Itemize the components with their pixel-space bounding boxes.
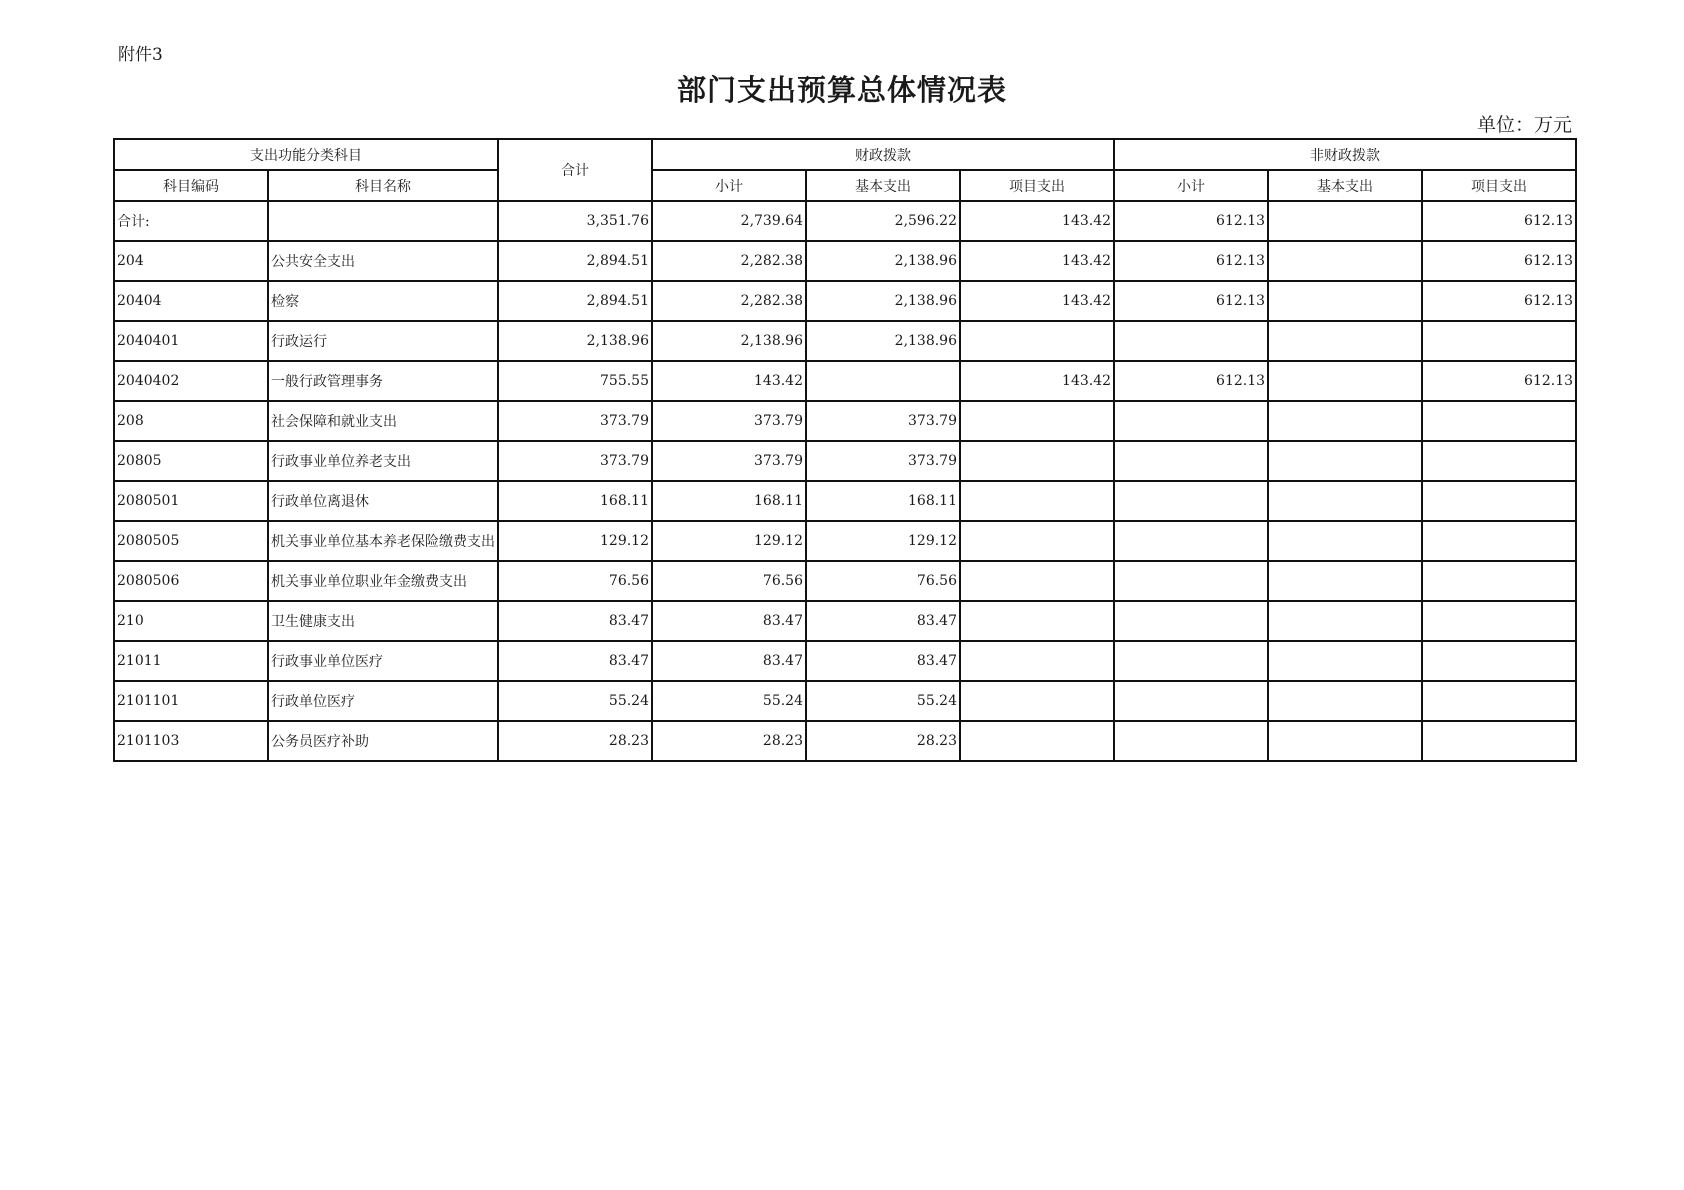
table-row [114,401,1576,441]
header-name: 科目名称 [268,170,498,201]
header-fiscal-project: 项目支出 [960,170,1114,201]
cell-nonfiscal-subtotal [1114,481,1268,521]
cell-fiscal-basic: 373.79 [806,441,960,481]
cell-nonfiscal-basic [1268,521,1422,561]
cell-code: 2101103 [114,721,268,761]
table-row [114,641,1576,681]
cell-fiscal-project [960,721,1114,761]
cell-nonfiscal-subtotal [1114,721,1268,761]
cell-nonfiscal-subtotal: 612.13 [1114,281,1268,321]
cell-name: 公共安全支出 [268,241,498,281]
cell-nonfiscal-basic [1268,561,1422,601]
cell-fiscal-project: 143.42 [960,361,1114,401]
cell-fiscal-basic: 28.23 [806,721,960,761]
cell-fiscal-project [960,441,1114,481]
cell-fiscal-basic: 373.79 [806,401,960,441]
table-row [114,281,1576,321]
cell-nonfiscal-subtotal [1114,441,1268,481]
cell-fiscal-basic: 2,138.96 [806,321,960,361]
cell-fiscal-project [960,601,1114,641]
table-row [114,521,1576,561]
table-row [114,361,1576,401]
table-row [114,481,1576,521]
cell-fiscal-project [960,521,1114,561]
cell-nonfiscal-subtotal: 612.13 [1114,361,1268,401]
cell-nonfiscal-subtotal [1114,601,1268,641]
cell-fiscal-project: 143.42 [960,281,1114,321]
cell-nonfiscal-basic [1268,601,1422,641]
cell-nonfiscal-basic [1268,721,1422,761]
table-row [114,681,1576,721]
cell-fiscal-subtotal: 2,282.38 [652,241,806,281]
cell-fiscal-subtotal: 28.23 [652,721,806,761]
header-fiscal-basic: 基本支出 [806,170,960,201]
cell-fiscal-basic: 2,138.96 [806,281,960,321]
budget-table [113,138,1577,762]
cell-nonfiscal-project [1422,641,1576,681]
cell-fiscal-subtotal: 2,282.38 [652,281,806,321]
cell-nonfiscal-basic [1268,201,1422,241]
cell-total: 55.24 [498,681,652,721]
cell-nonfiscal-project [1422,721,1576,761]
cell-fiscal-subtotal: 129.12 [652,521,806,561]
cell-nonfiscal-project: 612.13 [1422,361,1576,401]
cell-nonfiscal-project [1422,441,1576,481]
cell-nonfiscal-subtotal [1114,521,1268,561]
cell-total: 373.79 [498,441,652,481]
cell-fiscal-project [960,681,1114,721]
cell-fiscal-basic [806,361,960,401]
cell-name: 行政事业单位医疗 [268,641,498,681]
cell-nonfiscal-project: 612.13 [1422,281,1576,321]
cell-code: 2080505 [114,521,268,561]
cell-fiscal-basic: 76.56 [806,561,960,601]
cell-total: 373.79 [498,401,652,441]
cell-code: 2080501 [114,481,268,521]
cell-nonfiscal-subtotal [1114,641,1268,681]
cell-total: 129.12 [498,521,652,561]
cell-name [268,201,498,241]
cell-total: 83.47 [498,641,652,681]
cell-code: 21011 [114,641,268,681]
cell-nonfiscal-basic [1268,401,1422,441]
cell-nonfiscal-project [1422,401,1576,441]
header-nonfiscal-basic: 基本支出 [1268,170,1422,201]
cell-fiscal-basic: 129.12 [806,521,960,561]
header-nonfiscal-subtotal: 小计 [1114,170,1268,201]
cell-fiscal-subtotal: 143.42 [652,361,806,401]
cell-fiscal-subtotal: 2,739.64 [652,201,806,241]
cell-nonfiscal-basic [1268,481,1422,521]
cell-fiscal-subtotal: 373.79 [652,441,806,481]
cell-total: 76.56 [498,561,652,601]
cell-fiscal-subtotal: 373.79 [652,401,806,441]
cell-fiscal-project [960,641,1114,681]
cell-code: 204 [114,241,268,281]
table-header-row-2 [114,170,1576,201]
cell-name: 行政事业单位养老支出 [268,441,498,481]
cell-name: 行政单位医疗 [268,681,498,721]
cell-code: 210 [114,601,268,641]
table-row [114,201,1576,241]
table-header-row-1 [114,139,1576,170]
cell-nonfiscal-project: 612.13 [1422,241,1576,281]
cell-code: 20404 [114,281,268,321]
cell-nonfiscal-project [1422,521,1576,561]
table-body [114,201,1576,761]
cell-code: 208 [114,401,268,441]
header-non-fiscal-allocation: 非财政拨款 [1114,139,1576,170]
cell-code: 2040402 [114,361,268,401]
attachment-label: 附件3 [118,45,163,65]
table-row [114,441,1576,481]
cell-code: 20805 [114,441,268,481]
cell-name: 检察 [268,281,498,321]
cell-name: 公务员医疗补助 [268,721,498,761]
cell-nonfiscal-basic [1268,641,1422,681]
header-total: 合计 [498,139,652,201]
table-row [114,601,1576,641]
cell-nonfiscal-project [1422,601,1576,641]
cell-total: 168.11 [498,481,652,521]
cell-nonfiscal-basic [1268,441,1422,481]
cell-fiscal-subtotal: 83.47 [652,601,806,641]
header-code: 科目编码 [114,170,268,201]
header-nonfiscal-project: 项目支出 [1422,170,1576,201]
cell-nonfiscal-subtotal [1114,681,1268,721]
cell-fiscal-subtotal: 83.47 [652,641,806,681]
cell-nonfiscal-project [1422,481,1576,521]
table-row [114,721,1576,761]
cell-name: 一般行政管理事务 [268,361,498,401]
cell-total: 28.23 [498,721,652,761]
cell-name: 卫生健康支出 [268,601,498,641]
cell-fiscal-basic: 83.47 [806,601,960,641]
cell-fiscal-subtotal: 168.11 [652,481,806,521]
cell-code: 2080506 [114,561,268,601]
table-row [114,241,1576,281]
cell-nonfiscal-project: 612.13 [1422,201,1576,241]
cell-total: 2,894.51 [498,281,652,321]
cell-fiscal-project: 143.42 [960,241,1114,281]
cell-nonfiscal-basic [1268,321,1422,361]
cell-nonfiscal-subtotal [1114,321,1268,361]
cell-code: 合计: [114,201,268,241]
cell-nonfiscal-subtotal [1114,401,1268,441]
page-title: 部门支出预算总体情况表 [676,73,1007,107]
cell-total: 83.47 [498,601,652,641]
cell-total: 2,894.51 [498,241,652,281]
table-row [114,321,1576,361]
cell-nonfiscal-subtotal [1114,561,1268,601]
table-row [114,561,1576,601]
cell-name: 行政单位离退休 [268,481,498,521]
cell-total: 2,138.96 [498,321,652,361]
cell-fiscal-project: 143.42 [960,201,1114,241]
cell-fiscal-basic: 168.11 [806,481,960,521]
cell-nonfiscal-project [1422,561,1576,601]
cell-total: 3,351.76 [498,201,652,241]
cell-fiscal-project [960,321,1114,361]
cell-fiscal-project [960,401,1114,441]
cell-fiscal-project [960,481,1114,521]
cell-fiscal-basic: 55.24 [806,681,960,721]
cell-name: 社会保障和就业支出 [268,401,498,441]
cell-nonfiscal-project [1422,681,1576,721]
cell-code: 2101101 [114,681,268,721]
cell-code: 2040401 [114,321,268,361]
unit-label: 单位：万元 [1476,114,1572,136]
cell-total: 755.55 [498,361,652,401]
cell-nonfiscal-basic [1268,241,1422,281]
header-fiscal-allocation: 财政拨款 [652,139,1114,170]
header-fiscal-subtotal: 小计 [652,170,806,201]
cell-fiscal-project [960,561,1114,601]
cell-nonfiscal-basic [1268,361,1422,401]
cell-fiscal-subtotal: 2,138.96 [652,321,806,361]
cell-fiscal-subtotal: 55.24 [652,681,806,721]
cell-fiscal-basic: 2,138.96 [806,241,960,281]
header-function-category: 支出功能分类科目 [114,139,498,170]
cell-nonfiscal-basic [1268,681,1422,721]
cell-name: 机关事业单位基本养老保险缴费支出 [268,521,498,561]
cell-nonfiscal-subtotal: 612.13 [1114,201,1268,241]
cell-fiscal-basic: 83.47 [806,641,960,681]
cell-nonfiscal-subtotal: 612.13 [1114,241,1268,281]
cell-name: 机关事业单位职业年金缴费支出 [268,561,498,601]
cell-fiscal-subtotal: 76.56 [652,561,806,601]
cell-name: 行政运行 [268,321,498,361]
cell-fiscal-basic: 2,596.22 [806,201,960,241]
cell-nonfiscal-project [1422,321,1576,361]
cell-nonfiscal-basic [1268,281,1422,321]
